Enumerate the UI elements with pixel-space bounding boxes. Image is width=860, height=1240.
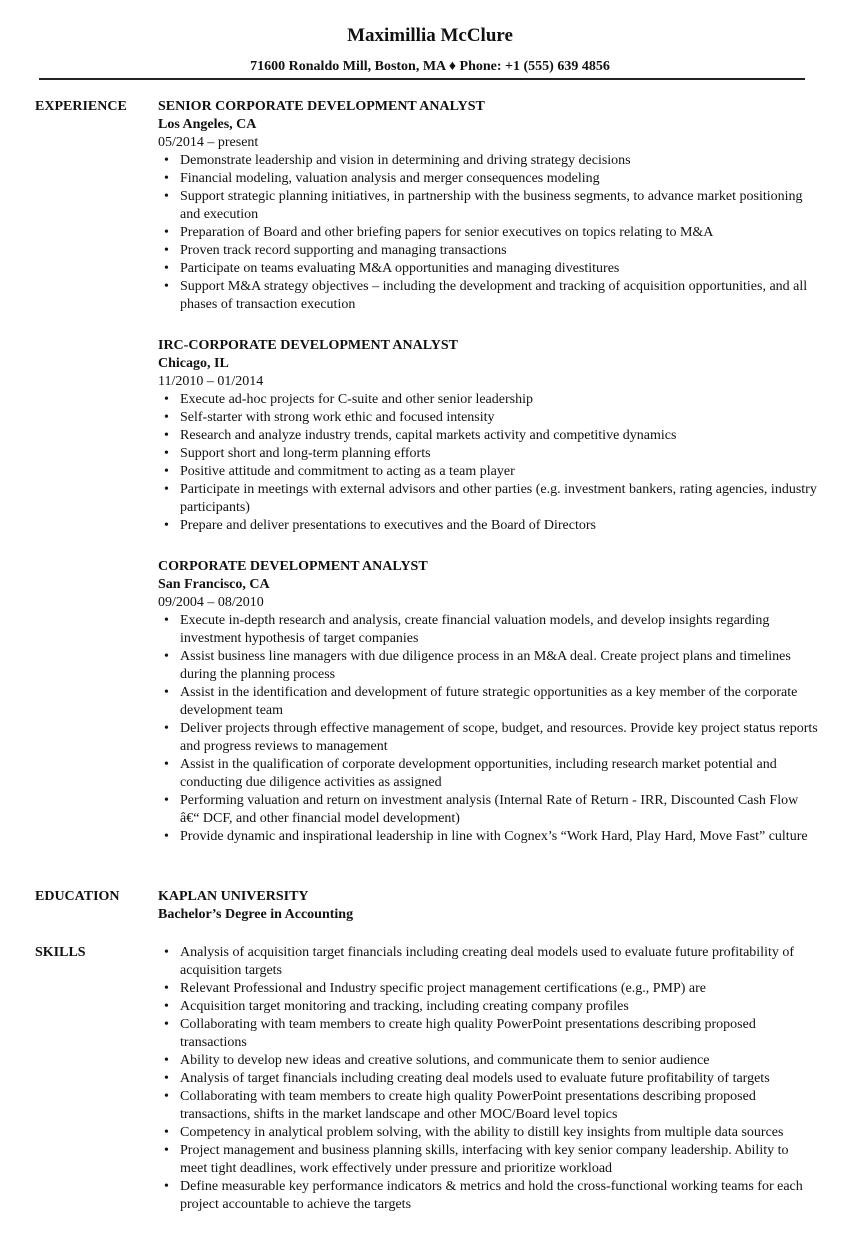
job-entry <box>158 98 818 314</box>
job-bullet: • Execute in-depth research and analysis, create financial valuation models, and develop insights regarding investment hypothesis of target companies <box>158 612 818 648</box>
job-bullet: • Support M&A strategy objectives – including the development and tracking of acquisition opportunities, and all phases of transaction execution <box>158 278 818 314</box>
job-bullet: • Preparation of Board and other briefing papers for senior executives on topics relating to M&A <box>158 224 818 242</box>
skills-list <box>158 944 818 1214</box>
header-divider <box>39 78 805 80</box>
degree: Bachelor’s Degree in Accounting <box>158 907 354 922</box>
skill-bullet: • Collaborating with team members to create high quality PowerPoint presentations describing proposed transactions, shifts in the market landscape and other MOC/Board level topics <box>158 1088 818 1124</box>
job-bullet: • Provide dynamic and inspirational leadership in line with Cognex’s “Work Hard, Play Hard, Move Fast” culture <box>158 828 818 846</box>
skill-bullet: • Collaborating with team members to create high quality PowerPoint presentations describing proposed transactions <box>158 1016 818 1052</box>
job-entry <box>158 337 818 535</box>
job-location: Chicago, IL <box>158 356 229 371</box>
job-bullet: • Assist in the qualification of corporate development opportunities, including research market potential and conducting due diligence activities as assigned <box>158 756 818 792</box>
job-dates: 05/2014 – present <box>158 135 259 150</box>
education-body <box>158 888 818 924</box>
job-title: IRC-CORPORATE DEVELOPMENT ANALYST <box>158 338 459 353</box>
job-bullet: • Participate on teams evaluating M&A opportunities and managing divestitures <box>158 260 818 278</box>
section-label-education: EDUCATION <box>35 889 120 904</box>
job-bullets <box>158 612 818 846</box>
job-bullet: • Demonstrate leadership and vision in determining and driving strategy decisions <box>158 152 818 170</box>
contact-line: 71600 Ronaldo Mill, Boston, MA ♦ Phone: +1 (555) 639 4856 <box>250 59 610 74</box>
job-location: San Francisco, CA <box>158 577 270 592</box>
skill-bullet: • Analysis of target financials including creating deal models used to evaluate future profitability of targets <box>158 1070 818 1088</box>
job-location: Los Angeles, CA <box>158 117 257 132</box>
job-bullet: • Assist in the identification and development of future strategic opportunities as a key member of the corporate development team <box>158 684 818 720</box>
job-title: CORPORATE DEVELOPMENT ANALYST <box>158 559 428 574</box>
job-entry <box>158 558 818 846</box>
candidate-name: Maximillia McClure <box>347 25 513 46</box>
job-bullet: • Performing valuation and return on investment analysis (Internal Rate of Return - IRR, Discounted Cash Flow â€“ DCF, and other financial model development) <box>158 792 818 828</box>
job-bullet: • Self-starter with strong work ethic and focused intensity <box>158 409 818 427</box>
skill-bullet: • Ability to develop new ideas and creative solutions, and communicate them to senior audience <box>158 1052 818 1070</box>
job-bullet: • Participate in meetings with external advisors and other parties (e.g. investment bankers, rating agencies, industry participants) <box>158 481 818 517</box>
job-dates: 11/2010 – 01/2014 <box>158 374 264 389</box>
job-bullet: • Prepare and deliver presentations to executives and the Board of Directors <box>158 517 818 535</box>
job-dates: 09/2004 – 08/2010 <box>158 595 264 610</box>
job-bullet: • Positive attitude and commitment to acting as a team player <box>158 463 818 481</box>
skills-body <box>158 944 818 1214</box>
job-title: SENIOR CORPORATE DEVELOPMENT ANALYST <box>158 99 485 114</box>
experience-list <box>158 98 818 869</box>
job-bullet: • Support short and long-term planning efforts <box>158 445 818 463</box>
job-bullets <box>158 391 818 535</box>
skill-bullet: • Acquisition target monitoring and tracking, including creating company profiles <box>158 998 818 1016</box>
skill-bullet: • Project management and business planning skills, interfacing with key senior company leadership. Ability to meet tight deadlines, work effectively under pressure and prioritize workload <box>158 1142 818 1178</box>
job-bullet: • Proven track record supporting and managing transactions <box>158 242 818 260</box>
job-bullets <box>158 152 818 314</box>
skill-bullet: • Relevant Professional and Industry specific project management certifications (e.g., PMP) are <box>158 980 818 998</box>
skill-bullet: • Analysis of acquisition target financials including creating deal models used to evaluate future profitability of acquisition targets <box>158 944 818 980</box>
school-name: KAPLAN UNIVERSITY <box>158 889 309 904</box>
skill-bullet: • Competency in analytical problem solving, with the ability to distill key insights from multiple data sources <box>158 1124 818 1142</box>
job-bullet: • Support strategic planning initiatives, in partnership with the business segments, to advance market positioning and execution <box>158 188 818 224</box>
job-bullet: • Execute ad-hoc projects for C-suite and other senior leadership <box>158 391 818 409</box>
job-bullet: • Assist business line managers with due diligence process in an M&A deal. Create project plans and timelines during the planning process <box>158 648 818 684</box>
resume-header <box>0 24 860 76</box>
section-label-experience: EXPERIENCE <box>35 99 127 114</box>
job-bullet: • Research and analyze industry trends, capital markets activity and competitive dynamics <box>158 427 818 445</box>
skill-bullet: • Define measurable key performance indicators & metrics and hold the cross-functional working teams for each project accountable to achieve the targets <box>158 1178 818 1214</box>
job-bullet: • Financial modeling, valuation analysis and merger consequences modeling <box>158 170 818 188</box>
section-label-skills: SKILLS <box>35 945 86 960</box>
job-bullet: • Deliver projects through effective management of scope, budget, and resources. Provide key project status reports and progress reviews to management <box>158 720 818 756</box>
